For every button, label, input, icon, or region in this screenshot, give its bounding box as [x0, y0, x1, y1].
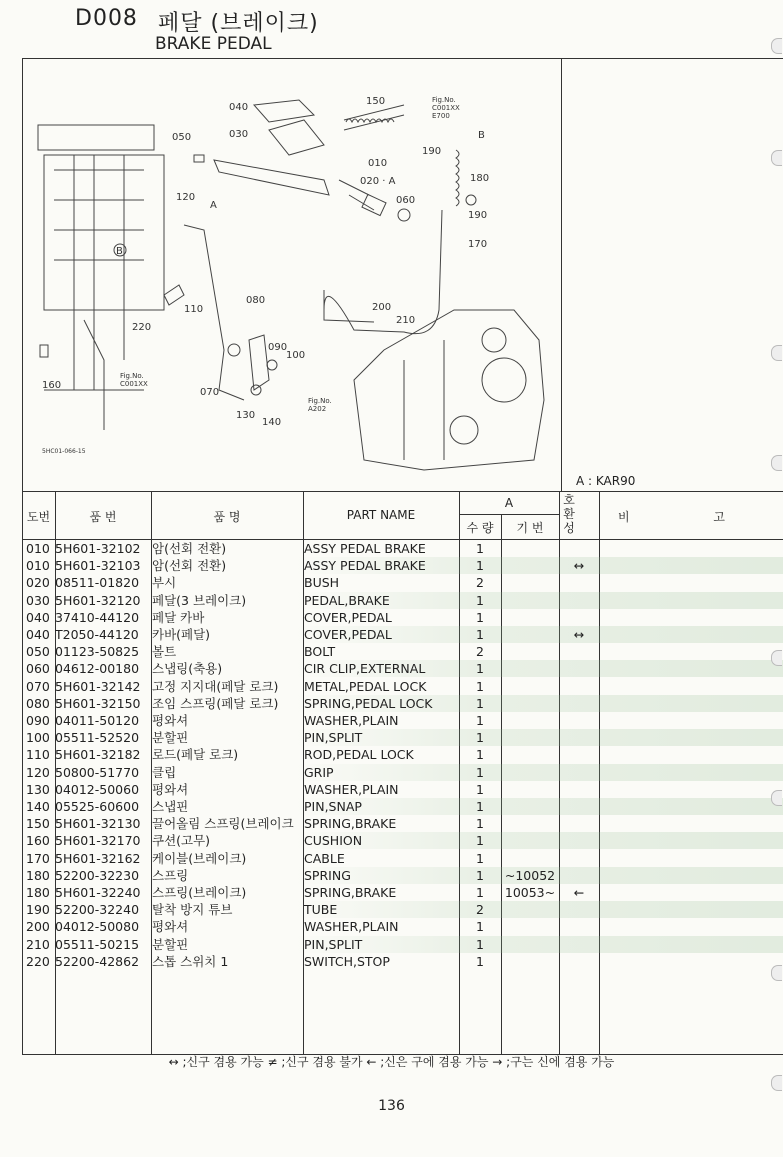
svg-text:130: 130: [236, 410, 256, 421]
table-row: [22, 609, 783, 626]
page-number: 136: [378, 1098, 405, 1114]
header-no: 도번: [26, 510, 51, 524]
quantity: 1: [476, 936, 484, 952]
quantity: 1: [476, 850, 484, 866]
serial-range: 10053~: [504, 885, 556, 900]
quantity: 1: [476, 661, 484, 677]
binder-ring: [771, 345, 782, 361]
header-qty: 수 량: [466, 521, 494, 535]
header-group-a: A: [504, 496, 514, 510]
part-name: COVER,PEDAL: [304, 627, 392, 642]
korean-name: 탈착 방지 튜브: [152, 902, 233, 918]
quantity: 1: [476, 816, 484, 832]
table-row: [22, 540, 783, 557]
korean-name: 분할핀: [152, 730, 189, 746]
ref-no: 180: [26, 867, 50, 883]
part-name: METAL,PEDAL LOCK: [304, 678, 427, 694]
part-name: COVER,PEDAL: [304, 609, 392, 625]
ref-no: 220: [26, 953, 50, 969]
svg-text:050: 050: [172, 132, 192, 143]
korean-title: 페달 (브레이크): [158, 11, 319, 36]
table-row: [22, 918, 783, 935]
part-number: 5H601-32240: [55, 885, 141, 900]
ref-no: 050: [26, 644, 50, 660]
part-number: 01123-50825: [55, 644, 140, 660]
part-number: 50800-51770: [55, 764, 140, 780]
part-name: WASHER,PLAIN: [304, 713, 399, 728]
part-number: 05511-50215: [55, 936, 140, 952]
header-split-line: [459, 514, 559, 515]
part-number: 5H601-32120: [55, 592, 141, 608]
ref-no: 140: [26, 799, 50, 814]
table-row: [22, 764, 783, 781]
quantity: 1: [476, 867, 484, 883]
korean-name: 스프링(브레이크): [152, 885, 247, 900]
part-number: 04612-00180: [55, 661, 140, 677]
part-name: ASSY PEDAL BRAKE: [304, 558, 426, 574]
part-name: CIR CLIP,EXTERNAL: [304, 661, 426, 677]
ref-no: 210: [26, 936, 50, 952]
svg-text:190: 190: [422, 146, 442, 157]
svg-text:C001XX: C001XX: [120, 380, 148, 388]
svg-text:080: 080: [246, 295, 266, 306]
interchange-mark: ←: [573, 885, 585, 900]
interchange-mark: ↔: [573, 627, 585, 642]
table-row: [22, 557, 783, 574]
part-name: PIN,SPLIT: [304, 936, 363, 952]
serial-range: ~10052: [504, 867, 556, 883]
svg-text:C001XX: C001XX: [432, 104, 460, 112]
header-korean-name: 품 명: [213, 510, 241, 524]
part-name: TUBE: [304, 902, 338, 918]
quantity: 1: [476, 885, 484, 900]
svg-text:B: B: [116, 246, 123, 257]
header-remarks: 비 고: [618, 510, 765, 524]
korean-name: 쿠션(고무): [152, 833, 211, 849]
svg-text:Fig.No.: Fig.No.: [432, 96, 456, 104]
table-row: [22, 643, 783, 660]
part-name: ASSY PEDAL BRAKE: [304, 541, 426, 556]
ref-no: 150: [26, 816, 50, 832]
ref-no: 060: [26, 661, 50, 677]
part-name: SPRING,PEDAL LOCK: [304, 695, 433, 711]
quantity: 2: [476, 575, 484, 591]
table-row: [22, 678, 783, 695]
quantity: 1: [476, 764, 484, 780]
ref-no: 190: [26, 902, 50, 918]
part-name: GRIP: [304, 764, 334, 780]
legend: ↔ ;신구 겸용 가능 ≠ ;신구 겸용 불가 ← ;신은 구에 겸용 가능 → ;구는 신에 겸용 가능: [168, 1055, 615, 1069]
part-number: 04011-50120: [55, 713, 140, 728]
svg-text:5HC01-066-15: 5HC01-066-15: [42, 448, 86, 455]
table-row: [22, 936, 783, 953]
ref-no: 160: [26, 833, 50, 849]
ref-no: 040: [26, 627, 50, 642]
interchange-mark: ↔: [573, 558, 585, 574]
part-name: PIN,SNAP: [304, 799, 362, 814]
ref-no: 070: [26, 678, 50, 694]
part-number: 52200-32230: [55, 867, 140, 883]
korean-name: 스냅링(축용): [152, 661, 223, 677]
svg-text:B: B: [478, 130, 485, 141]
part-number: 04012-50080: [55, 919, 140, 935]
korean-name: 조임 스프링(페달 로크): [152, 695, 279, 711]
binder-ring: [771, 965, 782, 981]
header-interchange: 호환성: [563, 493, 575, 535]
korean-name: 카바(페달): [152, 627, 211, 642]
table-row: [22, 815, 783, 832]
table-row: [22, 901, 783, 918]
part-number: 5H601-32150: [55, 695, 141, 711]
korean-name: 암(선회 전환): [152, 541, 227, 556]
binder-ring: [771, 790, 782, 806]
korean-name: 분할핀: [152, 936, 189, 952]
korean-name: 평와셔: [152, 919, 189, 935]
svg-text:E700: E700: [432, 112, 450, 120]
svg-text:110: 110: [184, 304, 204, 315]
korean-name: 끌어올림 스프링(브레이크: [152, 816, 294, 832]
ref-no: 080: [26, 695, 50, 711]
binder-ring: [771, 38, 782, 54]
svg-text:Fig.No.: Fig.No.: [308, 397, 332, 405]
part-name: ROD,PEDAL LOCK: [304, 747, 414, 763]
korean-name: 암(선회 전환): [152, 558, 227, 574]
quantity: 1: [476, 695, 484, 711]
korean-name: 스프링: [152, 867, 189, 883]
ref-no: 100: [26, 730, 50, 746]
korean-name: 볼트: [152, 644, 177, 660]
ref-no: 120: [26, 764, 50, 780]
svg-text:210: 210: [396, 315, 416, 326]
svg-text:020 · A: 020 · A: [360, 176, 396, 187]
ref-no: 180: [26, 885, 50, 900]
quantity: 2: [476, 644, 484, 660]
svg-text:220: 220: [132, 322, 152, 333]
quantity: 1: [476, 799, 484, 814]
part-number: 5H601-32102: [55, 541, 141, 556]
korean-name: 평와셔: [152, 781, 189, 797]
quantity: 1: [476, 713, 484, 728]
table-row: [22, 850, 783, 867]
svg-text:160: 160: [42, 380, 62, 391]
part-name: SPRING: [304, 867, 351, 883]
quantity: 1: [476, 592, 484, 608]
header-part-name: PART NAME: [346, 508, 416, 522]
table-row: [22, 746, 783, 763]
part-number: 5H601-32162: [55, 850, 141, 866]
table-row: [22, 884, 783, 901]
svg-text:010: 010: [368, 158, 388, 169]
part-name: PEDAL,BRAKE: [304, 592, 390, 608]
ref-no: 200: [26, 919, 50, 935]
ref-no: 020: [26, 575, 50, 591]
quantity: 1: [476, 747, 484, 763]
korean-name: 클립: [152, 764, 177, 780]
table-row: [22, 729, 783, 746]
part-number: 04012-50060: [55, 781, 140, 797]
svg-text:200: 200: [372, 302, 392, 313]
table-row: [22, 798, 783, 815]
header-part-no: 품 번: [89, 510, 117, 524]
korean-name: 평와셔: [152, 713, 189, 728]
model-note: A : KAR90: [576, 474, 636, 488]
svg-text:190: 190: [468, 210, 488, 221]
svg-text:170: 170: [468, 239, 488, 250]
table-row: [22, 592, 783, 609]
binder-ring: [771, 1075, 782, 1091]
part-number: 5H601-32182: [55, 747, 141, 763]
svg-text:A202: A202: [308, 405, 327, 413]
part-name: WASHER,PLAIN: [304, 919, 399, 935]
svg-text:030: 030: [229, 129, 249, 140]
table-row: [22, 781, 783, 798]
part-number: 5H601-32170: [55, 833, 141, 849]
english-title: BRAKE PEDAL: [155, 34, 272, 54]
section-code: D008: [75, 6, 138, 31]
quantity: 1: [476, 919, 484, 935]
ref-no: 170: [26, 850, 50, 866]
part-number: 52200-32240: [55, 902, 140, 918]
korean-name: 페달(3 브레이크): [152, 592, 247, 608]
ref-no: 090: [26, 713, 50, 728]
korean-name: 페달 카바: [152, 609, 205, 625]
korean-name: 고정 지지대(페달 로크): [152, 678, 279, 694]
svg-text:140: 140: [262, 417, 282, 428]
figure-divider: [561, 58, 562, 491]
table-row: [22, 574, 783, 591]
quantity: 1: [476, 627, 484, 642]
svg-text:100: 100: [286, 350, 306, 361]
svg-text:Fig.No.: Fig.No.: [120, 372, 144, 380]
ref-no: 030: [26, 592, 50, 608]
ref-no: 010: [26, 558, 50, 574]
part-number: 5H601-32142: [55, 678, 141, 694]
ref-no: 130: [26, 781, 50, 797]
svg-text:060: 060: [396, 195, 416, 206]
table-row: [22, 626, 783, 643]
svg-text:A: A: [210, 200, 217, 211]
header-basic: 기 번: [516, 521, 544, 535]
table-row: [22, 712, 783, 729]
part-name: BUSH: [304, 575, 340, 591]
svg-text:090: 090: [268, 342, 288, 353]
part-name: CUSHION: [304, 833, 363, 849]
part-number: 5H601-32103: [55, 558, 141, 574]
part-number: 37410-44120: [55, 609, 140, 625]
table-row: [22, 953, 783, 970]
part-number: 52200-42862: [55, 953, 140, 969]
table-row: [22, 695, 783, 712]
exploded-parts-diagram: [24, 60, 560, 490]
part-number: 5H601-32130: [55, 816, 141, 832]
binder-ring: [771, 150, 782, 166]
part-name: SPRING,BRAKE: [304, 885, 397, 900]
part-name: SPRING,BRAKE: [304, 816, 397, 832]
table-row: [22, 867, 783, 884]
svg-text:120: 120: [176, 192, 196, 203]
svg-text:180: 180: [470, 173, 490, 184]
quantity: 1: [476, 678, 484, 694]
part-name: WASHER,PLAIN: [304, 781, 399, 797]
table-row: [22, 660, 783, 677]
quantity: 1: [476, 833, 484, 849]
korean-name: 스톱 스위치 1: [152, 953, 229, 969]
part-number: T2050-44120: [55, 627, 139, 642]
svg-text:070: 070: [200, 387, 220, 398]
binder-ring: [771, 650, 782, 666]
part-number: 08511-01820: [55, 575, 140, 591]
part-number: 05525-60600: [55, 799, 140, 814]
part-name: CABLE: [304, 850, 345, 866]
quantity: 1: [476, 609, 484, 625]
quantity: 1: [476, 558, 484, 574]
quantity: 2: [476, 902, 484, 918]
svg-text:150: 150: [366, 96, 386, 107]
ref-no: 040: [26, 609, 50, 625]
part-name: PIN,SPLIT: [304, 730, 363, 746]
part-name: BOLT: [304, 644, 336, 660]
part-number: 05511-52520: [55, 730, 140, 746]
binder-ring: [771, 455, 782, 471]
ref-no: 010: [26, 541, 50, 556]
table-header: [22, 491, 783, 540]
quantity: 1: [476, 730, 484, 746]
quantity: 1: [476, 781, 484, 797]
quantity: 1: [476, 953, 484, 969]
korean-name: 케이블(브레이크): [152, 850, 247, 866]
table-row: [22, 832, 783, 849]
part-name: SWITCH,STOP: [304, 953, 390, 969]
quantity: 1: [476, 541, 484, 556]
korean-name: 부시: [152, 575, 177, 591]
svg-text:040: 040: [229, 102, 249, 113]
korean-name: 로드(페달 로크): [152, 747, 239, 763]
korean-name: 스냅핀: [152, 799, 189, 814]
ref-no: 110: [26, 747, 50, 763]
